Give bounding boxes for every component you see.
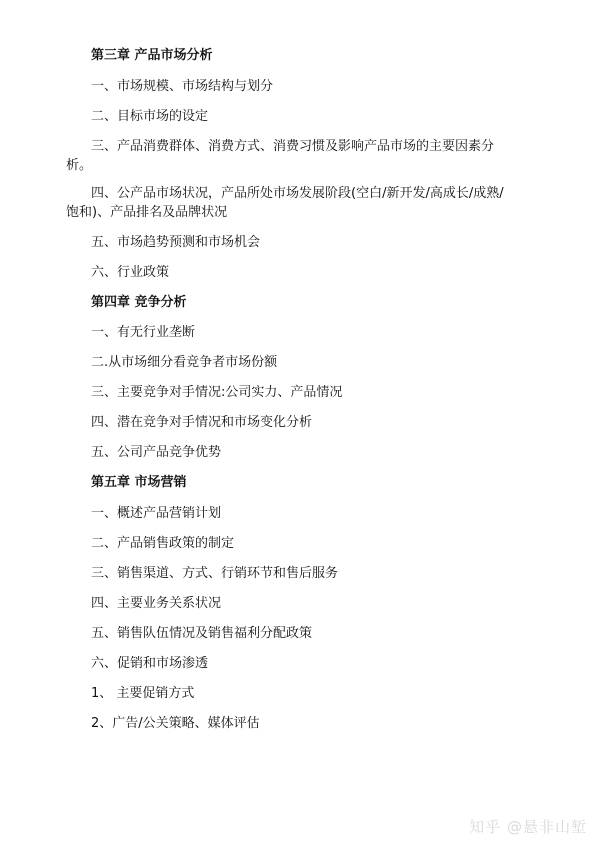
section-item: 二、产品销售政策的制定: [91, 536, 235, 551]
section-item: 2、广告/公关策略、媒体评估: [91, 716, 260, 731]
section-item-continuation: 饱和)、产品排名及品牌状况: [66, 205, 228, 220]
section-item: 五、公司产品竞争优势: [91, 445, 222, 460]
section-item: 1、 主要促销方式: [91, 686, 195, 701]
section-item: 三、销售渠道、方式、行销环节和售后服务: [91, 566, 339, 581]
section-item: 四、公产品市场状况，产品所处市场发展阶段(空白/新开发/高成长/成熟/: [91, 186, 504, 201]
section-item-continuation: 析。: [66, 158, 93, 173]
section-item: 五、市场趋势预测和市场机会: [91, 235, 261, 250]
section-item: 三、主要竞争对手情况:公司实力、产品情况: [91, 385, 343, 400]
section-item: 一、市场规模、市场结构与划分: [91, 79, 274, 94]
section-item: 一、概述产品营销计划: [91, 506, 222, 521]
section-item: 二.从市场细分看竞争者市场份额: [91, 355, 278, 370]
section-item: 一、有无行业垄断: [91, 325, 196, 340]
chapter-3-heading: 第三章 产品市场分析: [91, 48, 213, 63]
section-item: 五、销售队伍情况及销售福利分配政策: [91, 626, 313, 641]
chapter-5-heading: 第五章 市场营销: [91, 475, 187, 490]
section-item: 四、潜在竞争对手情况和市场变化分析: [91, 415, 313, 430]
section-item: 四、主要业务关系状况: [91, 596, 222, 611]
section-item: 六、促销和市场渗透: [91, 656, 209, 671]
zhihu-watermark: 知乎 @悬非山堑: [469, 818, 587, 836]
chapter-4-heading: 第四章 竞争分析: [91, 295, 187, 310]
section-item: 三、产品消费群体、消费方式、消费习惯及影响产品市场的主要因素分: [91, 139, 495, 154]
section-item: 二、目标市场的设定: [91, 109, 209, 124]
section-item: 六、行业政策: [91, 265, 170, 280]
